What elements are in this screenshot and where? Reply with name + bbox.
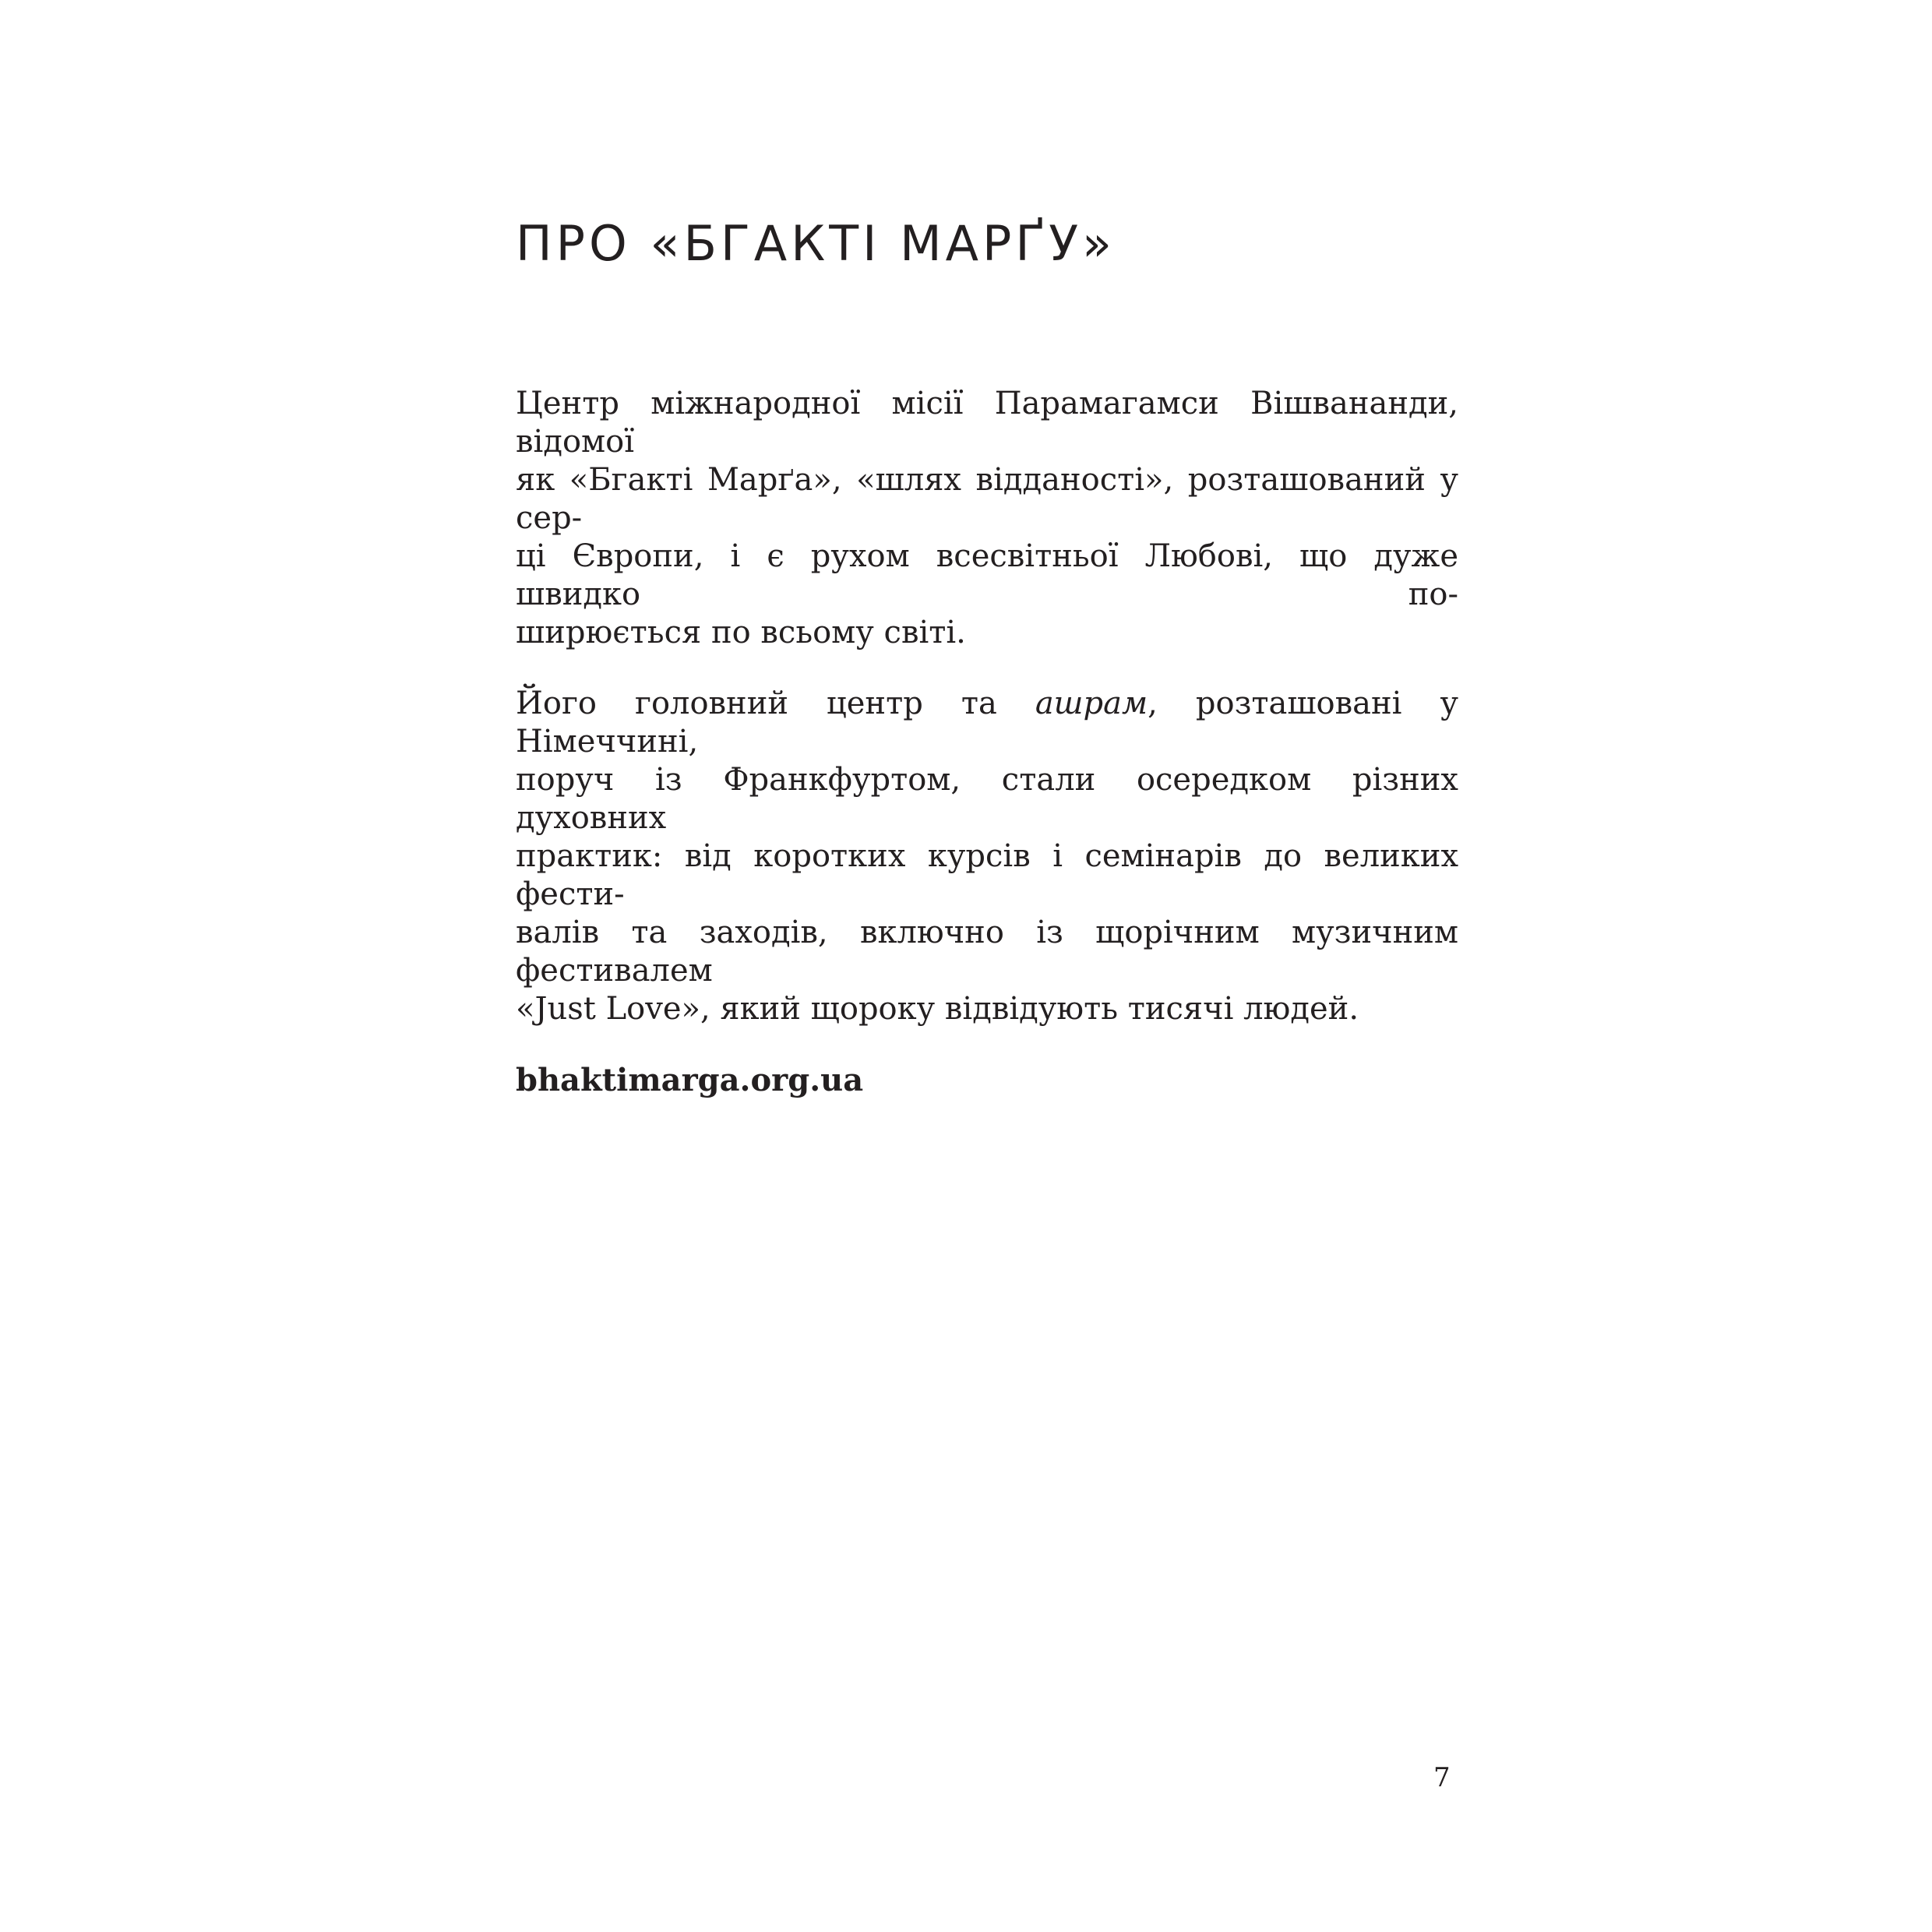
paragraph-center (516, 685, 1458, 1028)
text-fragment: , розташовані у Німеччині, (516, 686, 1458, 760)
italic-term: ашрам (1035, 686, 1148, 721)
paragraph-intro (516, 385, 1458, 652)
text-line: Центр міжнародної місії Парамагамси Вішвананди, відомої (516, 386, 1458, 460)
body-text (516, 385, 1458, 1099)
text-line: поруч із Франкфуртом, стали осередком різних духовних (516, 762, 1458, 836)
website-url: bhaktimarga.org.ua (516, 1062, 864, 1098)
text-line: як «Бгакті Марґа», «шлях відданості», розташований у сер- (516, 462, 1458, 536)
text-line: ширюється по всьому світі. (516, 615, 966, 650)
text-line: практик: від коротких курсів і семінарів до великих фести- (516, 838, 1458, 912)
page-number: 7 (1433, 1762, 1451, 1793)
text-line: валів та заходів, включно із щорічним музичним фестивалем (516, 915, 1458, 989)
text-line (516, 685, 1458, 761)
text-line: ці Європи, і є рухом всесвітньої Любові, що дуже швидко по- (516, 538, 1458, 612)
text-line: «Just Love», який щороку відвідують тисячі людей. (516, 991, 1359, 1027)
section-heading: ПРО «БГАКТІ МАРҐУ» (516, 215, 1116, 272)
text-fragment: Його головний центр та (516, 686, 1035, 721)
